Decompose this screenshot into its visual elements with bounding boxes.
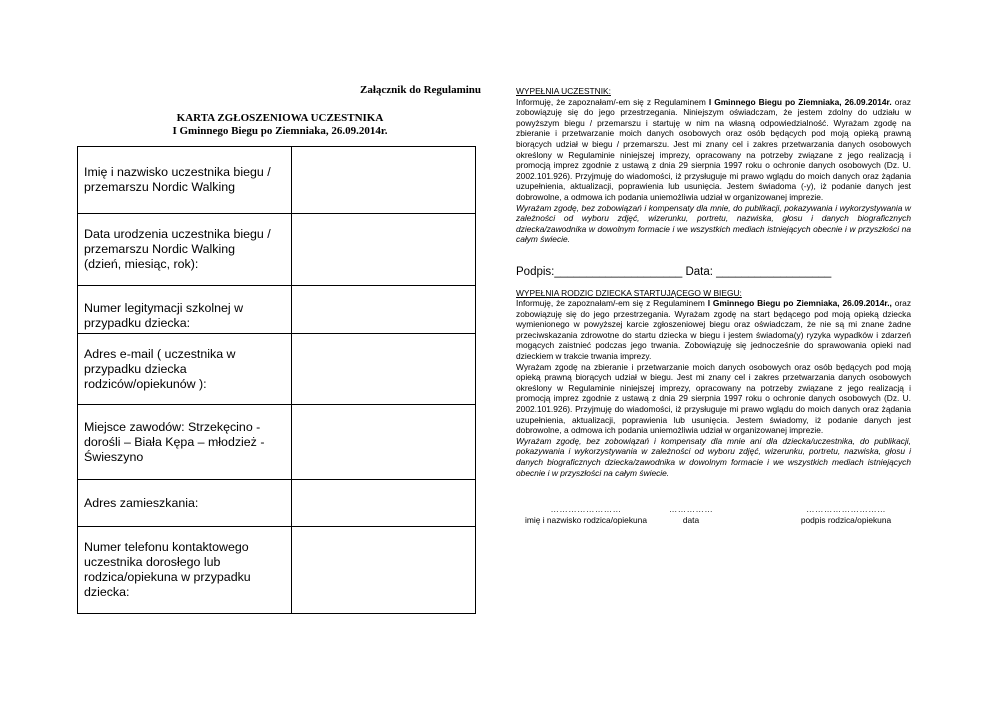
parent-section-heading: WYPEŁNIA RODZIC DZIECKA STARTUJĄCEGO W BIEGU: <box>516 287 742 298</box>
field-label-birthdate: Data urodzenia uczestnika biegu / przemarszu Nordic Walking (dzień, miesiąc, rok): <box>78 214 292 286</box>
attachment-note: Załącznik do Regulaminu <box>360 84 482 96</box>
form-title <box>130 112 430 138</box>
parent-data-consent-paragraph: Wyrażam zgodę na zbieranie i przetwarzanie moich danych osobowych oraz osób będących pod moją opieką prawną biorących udział w biegu. Jest mi znany cel i zakres przetwarzania danych osobowych określony w Regulaminie niniejszej imprezy, opracowany na potrzeby związane z jego realizacją i promocją imprez zgodnie z ustawą z dnia 29 sierpnia 1997 roku o ochronie danych osobowych (Dz. U. 2002.101.926). Przyjmuję do wiadomości, iż przysługuje mi prawo wglądu do moich danych oraz żądania uzupełnienia, aktualizacji, poprawienia lub usunięcia. Jestem świadomy, iż podanie danych jest dobrowolne, a odmowa ich podania uniemożliwia udział w organizowanej imprezie. <box>516 361 911 436</box>
form-row-name <box>78 147 476 214</box>
form-row-phone <box>78 527 476 614</box>
parent-sign-dots: ……………………… <box>806 504 886 515</box>
participant-image-consent: Wyrażam zgodę, bez zobowiązań i kompensaty dla mnie, do publikacji, pokazywania i wykorzystywania w zależności od wyboru zdjęć, wizerunku, portretu, nazwiska, głosu i danych biograficznych dziecka/zawodnika w dowolnym formacie i we wszystkich mediach istniejących obecnie i w przyszłości na całym świecie. <box>516 202 911 245</box>
parent-consent-text-start: Informuję, że zapoznałam/-em się z Regulaminem <box>516 298 708 309</box>
field-label-phone: Numer telefonu kontaktowego uczestnika dorosłego lub rodzica/opiekuna w przypadku dziecka: <box>78 527 292 614</box>
participant-section-heading: WYPEŁNIA UCZESTNIK: <box>516 86 611 96</box>
field-input-venue[interactable] <box>292 405 476 480</box>
parent-name-signature[interactable] <box>516 504 656 525</box>
parent-consent-paragraph <box>516 298 911 362</box>
field-label-email: Adres e-mail ( uczestnika w przypadku dziecka rodziców/opiekunów ): <box>78 334 292 405</box>
field-label-name: Imię i nazwisko uczestnika biegu / przemarszu Nordic Walking <box>78 147 292 214</box>
date-signature[interactable] <box>661 504 721 525</box>
form-title-line1: KARTA ZGŁOSZENIOWA UCZESTNIKA <box>176 112 384 124</box>
parent-sign-caption: podpis rodzica/opiekuna <box>800 514 892 525</box>
registration-form-table <box>77 146 476 614</box>
form-row-school-id <box>78 286 476 334</box>
field-label-venue: Miejsce zawodów: Strzekęcino - dorośli – Biała Kępa – młodzież - Świeszyno <box>78 405 292 480</box>
parent-image-consent: Wyrażam zgodę, bez zobowiązań i kompensaty dla mnie ani dla dziecka/uczestnika, do publikacji, pokazywania i wykorzystywania w zależności od wyboru zdjęć, wizerunku, portretu, nazwiska, głosu i danych biograficznych dziecka/zawodnika w dowolnym formacie i we wszystkich mediach istniejących obecnie i w przyszłości na całym świecie. <box>516 435 911 478</box>
form-row-email <box>78 334 476 405</box>
parent-consent-text-rest: oraz zobowiązuję się do jego przestrzegania. Wyrażam zgodę na start będącego pod moją opieką dziecka wymienionego w powyższej karcie zgłoszeniowej biegu oraz oświadczam, że nie są mi znane żadne przeciwskazania zdrowotne do startu dziecka w biegu i jestem świadoma(y) ryzyka wypadków i zdarzeń mogących zaistnieć podczas jego trwania. Zobowiązuję się jednocześnie do sprawowania opieki nad dzieckiem w trakcie trwania imprezy. <box>516 298 912 362</box>
participant-consent-text-start: Informuję, że zapoznałam/-em się z Regulaminem <box>516 96 709 107</box>
field-label-address: Adres zamieszkania: <box>78 480 292 527</box>
date-dots: …………… <box>668 504 714 515</box>
form-title-line2: I Gminnego Biegu po Ziemniaka, 26.09.2014r. <box>172 125 388 137</box>
field-input-address[interactable] <box>292 480 476 527</box>
signature-fields <box>516 504 911 530</box>
parent-event-name-bold: I Gminnego Biegu po Ziemniaka, 26.09.2014r., <box>707 298 892 309</box>
field-input-school-id[interactable] <box>292 286 476 334</box>
form-row-address <box>78 480 476 527</box>
parent-name-caption: imię i nazwisko rodzica/opiekuna <box>525 514 647 525</box>
field-input-name[interactable] <box>292 147 476 214</box>
field-input-email[interactable] <box>292 334 476 405</box>
parent-name-dots: …………………… <box>550 504 622 515</box>
field-label-school-id: Numer legitymacji szkolnej w przypadku dziecka: <box>78 286 292 334</box>
participant-signature-line[interactable]: Podpis:____________________ Data: __________________ <box>516 265 832 278</box>
field-input-birthdate[interactable] <box>292 214 476 286</box>
field-input-phone[interactable] <box>292 527 476 614</box>
form-row-birthdate <box>78 214 476 286</box>
consent-column <box>516 86 911 530</box>
date-caption: data <box>682 514 700 525</box>
parent-signature[interactable] <box>791 504 901 525</box>
event-name-bold: I Gminnego Biegu po Ziemniaka, 26.09.2014r. <box>708 96 892 107</box>
participant-consent-text-rest: oraz zobowiązuję się do jego przestrzegania. Niniejszym oświadczam, że jestem zdolny do udziału w powyższym biegu / przemarszu i startuję w nim na własną odpowiedzialność. Wyrażam zgodę na zbieranie i przetwarzanie moich danych osobowych oraz osób będących pod moją opieką prawną biorących udział w biegu / przemarszu. Jest mi znany cel i zakres przetwarzania danych osobowych określony w Regulaminie niniejszej imprezy, opracowany na potrzeby związane z jego realizacją i promocją imprez zgodnie z ustawą z dnia 29 sierpnia 1997 roku o ochronie danych osobowych (Dz. U. 2002.101.926). Przyjmuję do wiadomości, iż przysługuje mi prawo wglądu do moich danych oraz żądania uzupełnienia, aktualizacji, poprawienia lub usunięcia. Jestem świadoma (-y), iż podanie danych jest dobrowolne, a odmowa ich podania uniemożliwia udział w organizowanej imprezie. <box>516 96 911 202</box>
form-row-venue <box>78 405 476 480</box>
participant-consent-paragraph <box>516 97 911 203</box>
